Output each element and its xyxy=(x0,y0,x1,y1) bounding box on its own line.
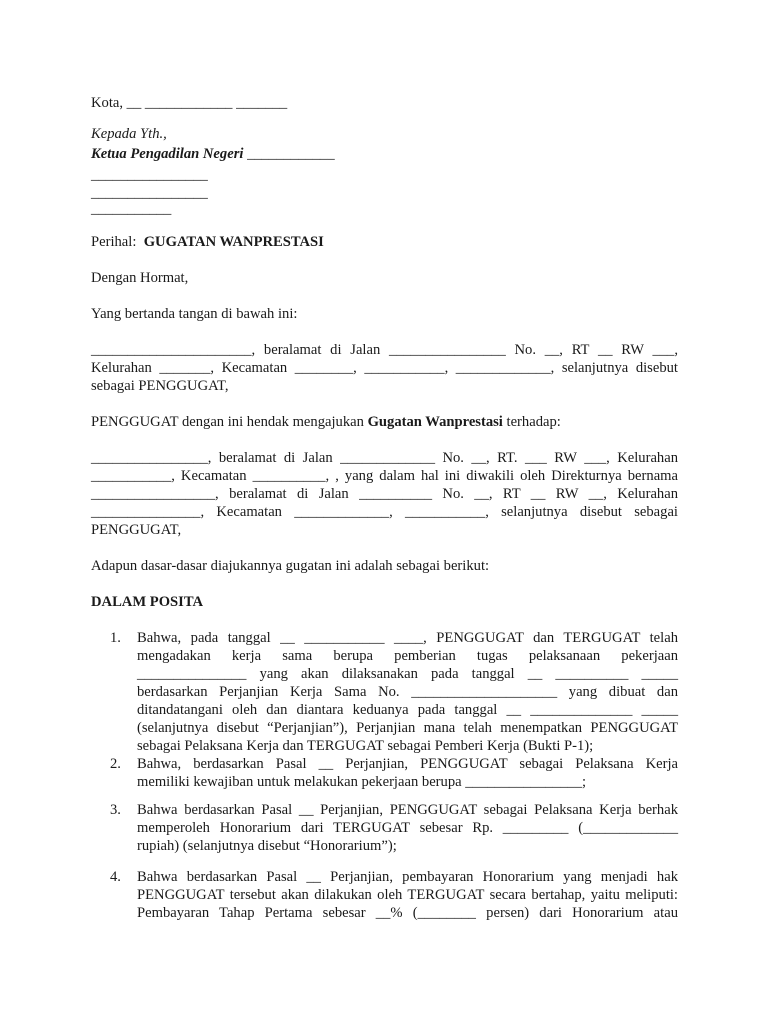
list-item-line: Bahwa, pada tanggal __ ___________ ____, PENGGUGAT dan TERGUGAT telah xyxy=(137,630,678,646)
lawsuit-type: Gugatan Wanprestasi xyxy=(367,414,503,430)
recipient-title: Ketua Pengadilan Negeri xyxy=(91,146,244,162)
plaintiff-line-1: ______________________, beralamat di Jalan ________________ No. __, RT __ RW ___, xyxy=(91,342,678,358)
list-item-line: memperoleh Honorarium dari TERGUGAT sebesar Rp. _________ (_____________ xyxy=(137,820,678,836)
list-item-line: Pembayaran Tahap Pertama sebesar __% (________ persen) dari Honorarium atau xyxy=(137,905,678,921)
city-date-line: Kota, __ ____________ _______ xyxy=(91,95,288,111)
list-item-line: Bahwa berdasarkan Pasal __ Perjanjian, pembayaran Honorarium yang menjadi hak xyxy=(137,869,678,885)
subject-label: Perihal: xyxy=(91,234,137,250)
list-item-number: 3. xyxy=(110,802,121,818)
list-item-line: PENGGUGAT tersebut akan dilakukan oleh TERGUGAT secara bertahap, yaitu meliputi: xyxy=(137,887,678,903)
plaintiff-line-2: Kelurahan _______, Kecamatan ________, ___________, _____________, selanjutnya disebut xyxy=(91,360,678,376)
defendant-line-4: _______________, Kecamatan _____________, ___________, selanjutnya disebut sebagai xyxy=(91,504,678,520)
defendant-line-5: PENGGUGAT, xyxy=(91,522,182,538)
list-item-line: Bahwa berdasarkan Pasal __ Perjanjian, PENGGUGAT sebagai Pelaksana Kerja berhak xyxy=(137,802,678,818)
recipient-address-line-3: ___________ xyxy=(91,201,172,217)
section-title: DALAM POSITA xyxy=(91,594,204,610)
list-item-number: 1. xyxy=(110,630,121,646)
list-item-line: ditandatangani oleh dan diantara keduanya pada tanggal __ ______________ _____ xyxy=(137,702,678,718)
recipient-address-line-1: ________________ xyxy=(91,167,208,183)
list-item-line: _______________ yang akan dilaksanakan pada tanggal __ __________ _____ xyxy=(137,666,678,682)
list-item-number: 2. xyxy=(110,756,121,772)
intro-text: Yang bertanda tangan di bawah ini: xyxy=(91,306,298,322)
lawsuit-intro xyxy=(91,413,678,431)
subject-title: GUGATAN WANPRESTASI xyxy=(143,234,324,250)
lawsuit-intro-pre: PENGGUGAT dengan ini hendak mengajukan xyxy=(91,414,368,430)
recipient-greeting: Kepada Yth., xyxy=(91,126,167,142)
list-item-line: Bahwa, berdasarkan Pasal __ Perjanjian, PENGGUGAT sebagai Pelaksana Kerja xyxy=(137,756,678,772)
defendant-line-3: _________________, beralamat di Jalan __________ No. __, RT __ RW __, Kelurahan xyxy=(91,486,678,502)
lawsuit-intro-post: terhadap: xyxy=(502,414,561,430)
list-item-number: 4. xyxy=(110,869,121,885)
subject-line xyxy=(91,233,678,251)
list-item-line: memiliki kewajiban untuk melakukan pekerjaan berupa ________________; xyxy=(137,774,587,790)
recipient-address-line-2: ________________ xyxy=(91,185,208,201)
list-item-line: rupiah) (selanjutnya disebut “Honorarium”); xyxy=(137,838,397,854)
salutation: Dengan Hormat, xyxy=(91,270,189,286)
defendant-line-2: ___________, Kecamatan __________, , yang dalam hal ini diwakili oleh Direkturnya bernama xyxy=(91,468,678,484)
plaintiff-line-3: sebagai PENGGUGAT, xyxy=(91,378,229,394)
defendant-line-1: ________________, beralamat di Jalan _____________ No. __, RT. ___ RW ___, Kelurahan xyxy=(91,450,678,466)
recipient-title-line xyxy=(91,145,678,163)
list-item-line: sebagai Pelaksana Kerja dan TERGUGAT sebagai Pemberi Kerja (Bukti P-1); xyxy=(137,738,594,754)
recipient-title-blank: ____________ xyxy=(243,146,335,162)
list-item-line: berdasarkan Perjanjian Kerja Sama No. ____________________ yang dibuat dan xyxy=(137,684,678,700)
list-item-line: (selanjutnya disebut “Perjanjian”), Perjanjian mana telah menempatkan PENGGUGAT xyxy=(137,720,678,736)
basis-intro: Adapun dasar-dasar diajukannya gugatan ini adalah sebagai berikut: xyxy=(91,558,490,574)
list-item-line: mengadakan kerja sama berupa pemberian tugas pelaksanaan pekerjaan xyxy=(137,648,678,664)
